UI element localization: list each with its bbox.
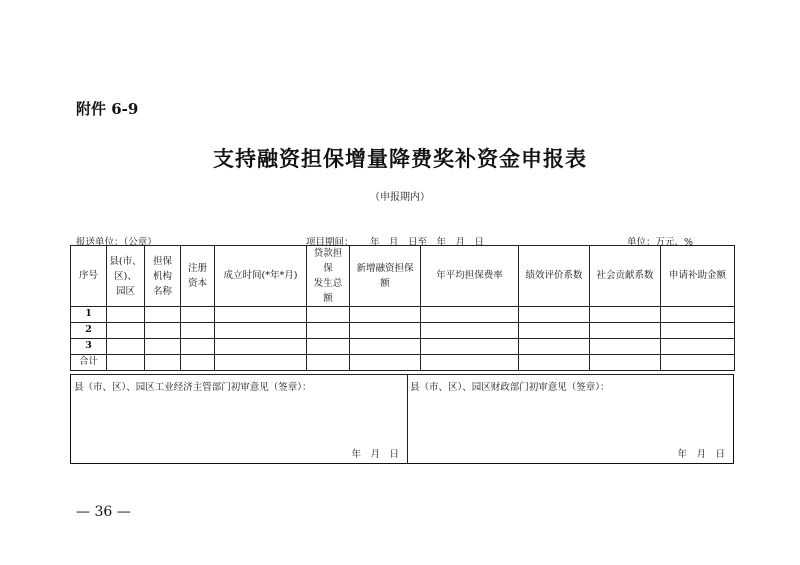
table-cell[interactable] [215,355,307,371]
table-row [71,307,735,323]
row-total-label: 合计 [71,355,107,371]
table-cell[interactable] [590,355,661,371]
header-average-fee-rate: 年平均担保费率 [421,246,519,307]
project-period-dates: 年 月 日至 年 月 日 [370,237,485,248]
annex-label: 附件 6-9 [76,100,139,118]
row-index: 2 [71,323,107,339]
table-cell[interactable] [350,307,421,323]
reporting-unit-label: 报送单位：（公章） [76,237,157,248]
finance-dept-opinion-label: 县（市、区）、园区财政部门初审意见（签章）： [410,382,610,393]
table-row [71,323,735,339]
table-cell[interactable] [145,339,181,355]
table-cell[interactable] [307,339,350,355]
table-cell[interactable] [590,307,661,323]
header-establishment-date: 成立时间(*年*月) [215,246,307,307]
table-cell[interactable] [107,355,145,371]
table-cell[interactable] [107,307,145,323]
table-cell[interactable] [181,323,215,339]
table-cell[interactable] [107,339,145,355]
table-cell[interactable] [215,307,307,323]
table-cell[interactable] [215,323,307,339]
table-cell[interactable] [350,339,421,355]
table-cell[interactable] [350,355,421,371]
table-cell[interactable] [590,323,661,339]
application-table [70,245,735,371]
table-cell[interactable] [590,339,661,355]
finance-dept-opinion-box[interactable] [407,375,733,463]
table-cell[interactable] [307,323,350,339]
table-row-total [71,355,735,371]
table-cell[interactable] [421,323,519,339]
units-label: 单位：万元、% [627,237,694,248]
table-cell[interactable] [307,355,350,371]
table-cell[interactable] [181,339,215,355]
table-cell[interactable] [519,339,590,355]
header-performance-coefficient: 绩效评价系数 [519,246,590,307]
project-period-label: 项目期间： [306,237,354,248]
industry-dept-opinion-label: 县（市、区）、园区工业经济主管部门初审意见（签章）： [74,382,312,393]
table-cell[interactable] [145,323,181,339]
table-cell[interactable] [181,307,215,323]
industry-dept-opinion-date: 年 月 日 [351,449,399,460]
table-cell[interactable] [661,339,735,355]
row-index: 3 [71,339,107,355]
header-registered-capital: 注册 资本 [181,246,215,307]
table-cell[interactable] [145,355,181,371]
review-opinions-section [70,374,734,464]
table-cell[interactable] [519,355,590,371]
header-serial-number: 序号 [71,246,107,307]
table-cell[interactable] [661,307,735,323]
header-loan-guarantee-total: 贷款担 保 发生总 额 [307,246,350,307]
table-cell[interactable] [661,323,735,339]
table-cell[interactable] [661,355,735,371]
header-social-contribution-coefficient: 社会贡献系数 [590,246,661,307]
table-cell[interactable] [215,339,307,355]
table-cell[interactable] [107,323,145,339]
header-requested-subsidy: 申请补助金额 [661,246,735,307]
table-header-row [71,246,735,307]
header-new-financing-guarantee: 新增融资担保 额 [350,246,421,307]
header-guarantee-institution: 担保 机构 名称 [145,246,181,307]
table-cell[interactable] [519,307,590,323]
document-title: 支持融资担保增量降费奖补资金申报表 [213,146,587,171]
table-cell[interactable] [421,339,519,355]
finance-dept-opinion-date: 年 月 日 [677,449,725,460]
page-number: — 36 — [76,504,131,520]
table-cell[interactable] [307,307,350,323]
row-index: 1 [71,307,107,323]
table-cell[interactable] [350,323,421,339]
industry-dept-opinion-box[interactable] [71,375,408,463]
table-row [71,339,735,355]
table-cell[interactable] [181,355,215,371]
table-cell[interactable] [421,355,519,371]
table-cell[interactable] [145,307,181,323]
header-county-district: 县(市、 区)、 园区 [107,246,145,307]
table-cell[interactable] [421,307,519,323]
document-subtitle: （申报期内） [370,192,430,203]
table-cell[interactable] [519,323,590,339]
